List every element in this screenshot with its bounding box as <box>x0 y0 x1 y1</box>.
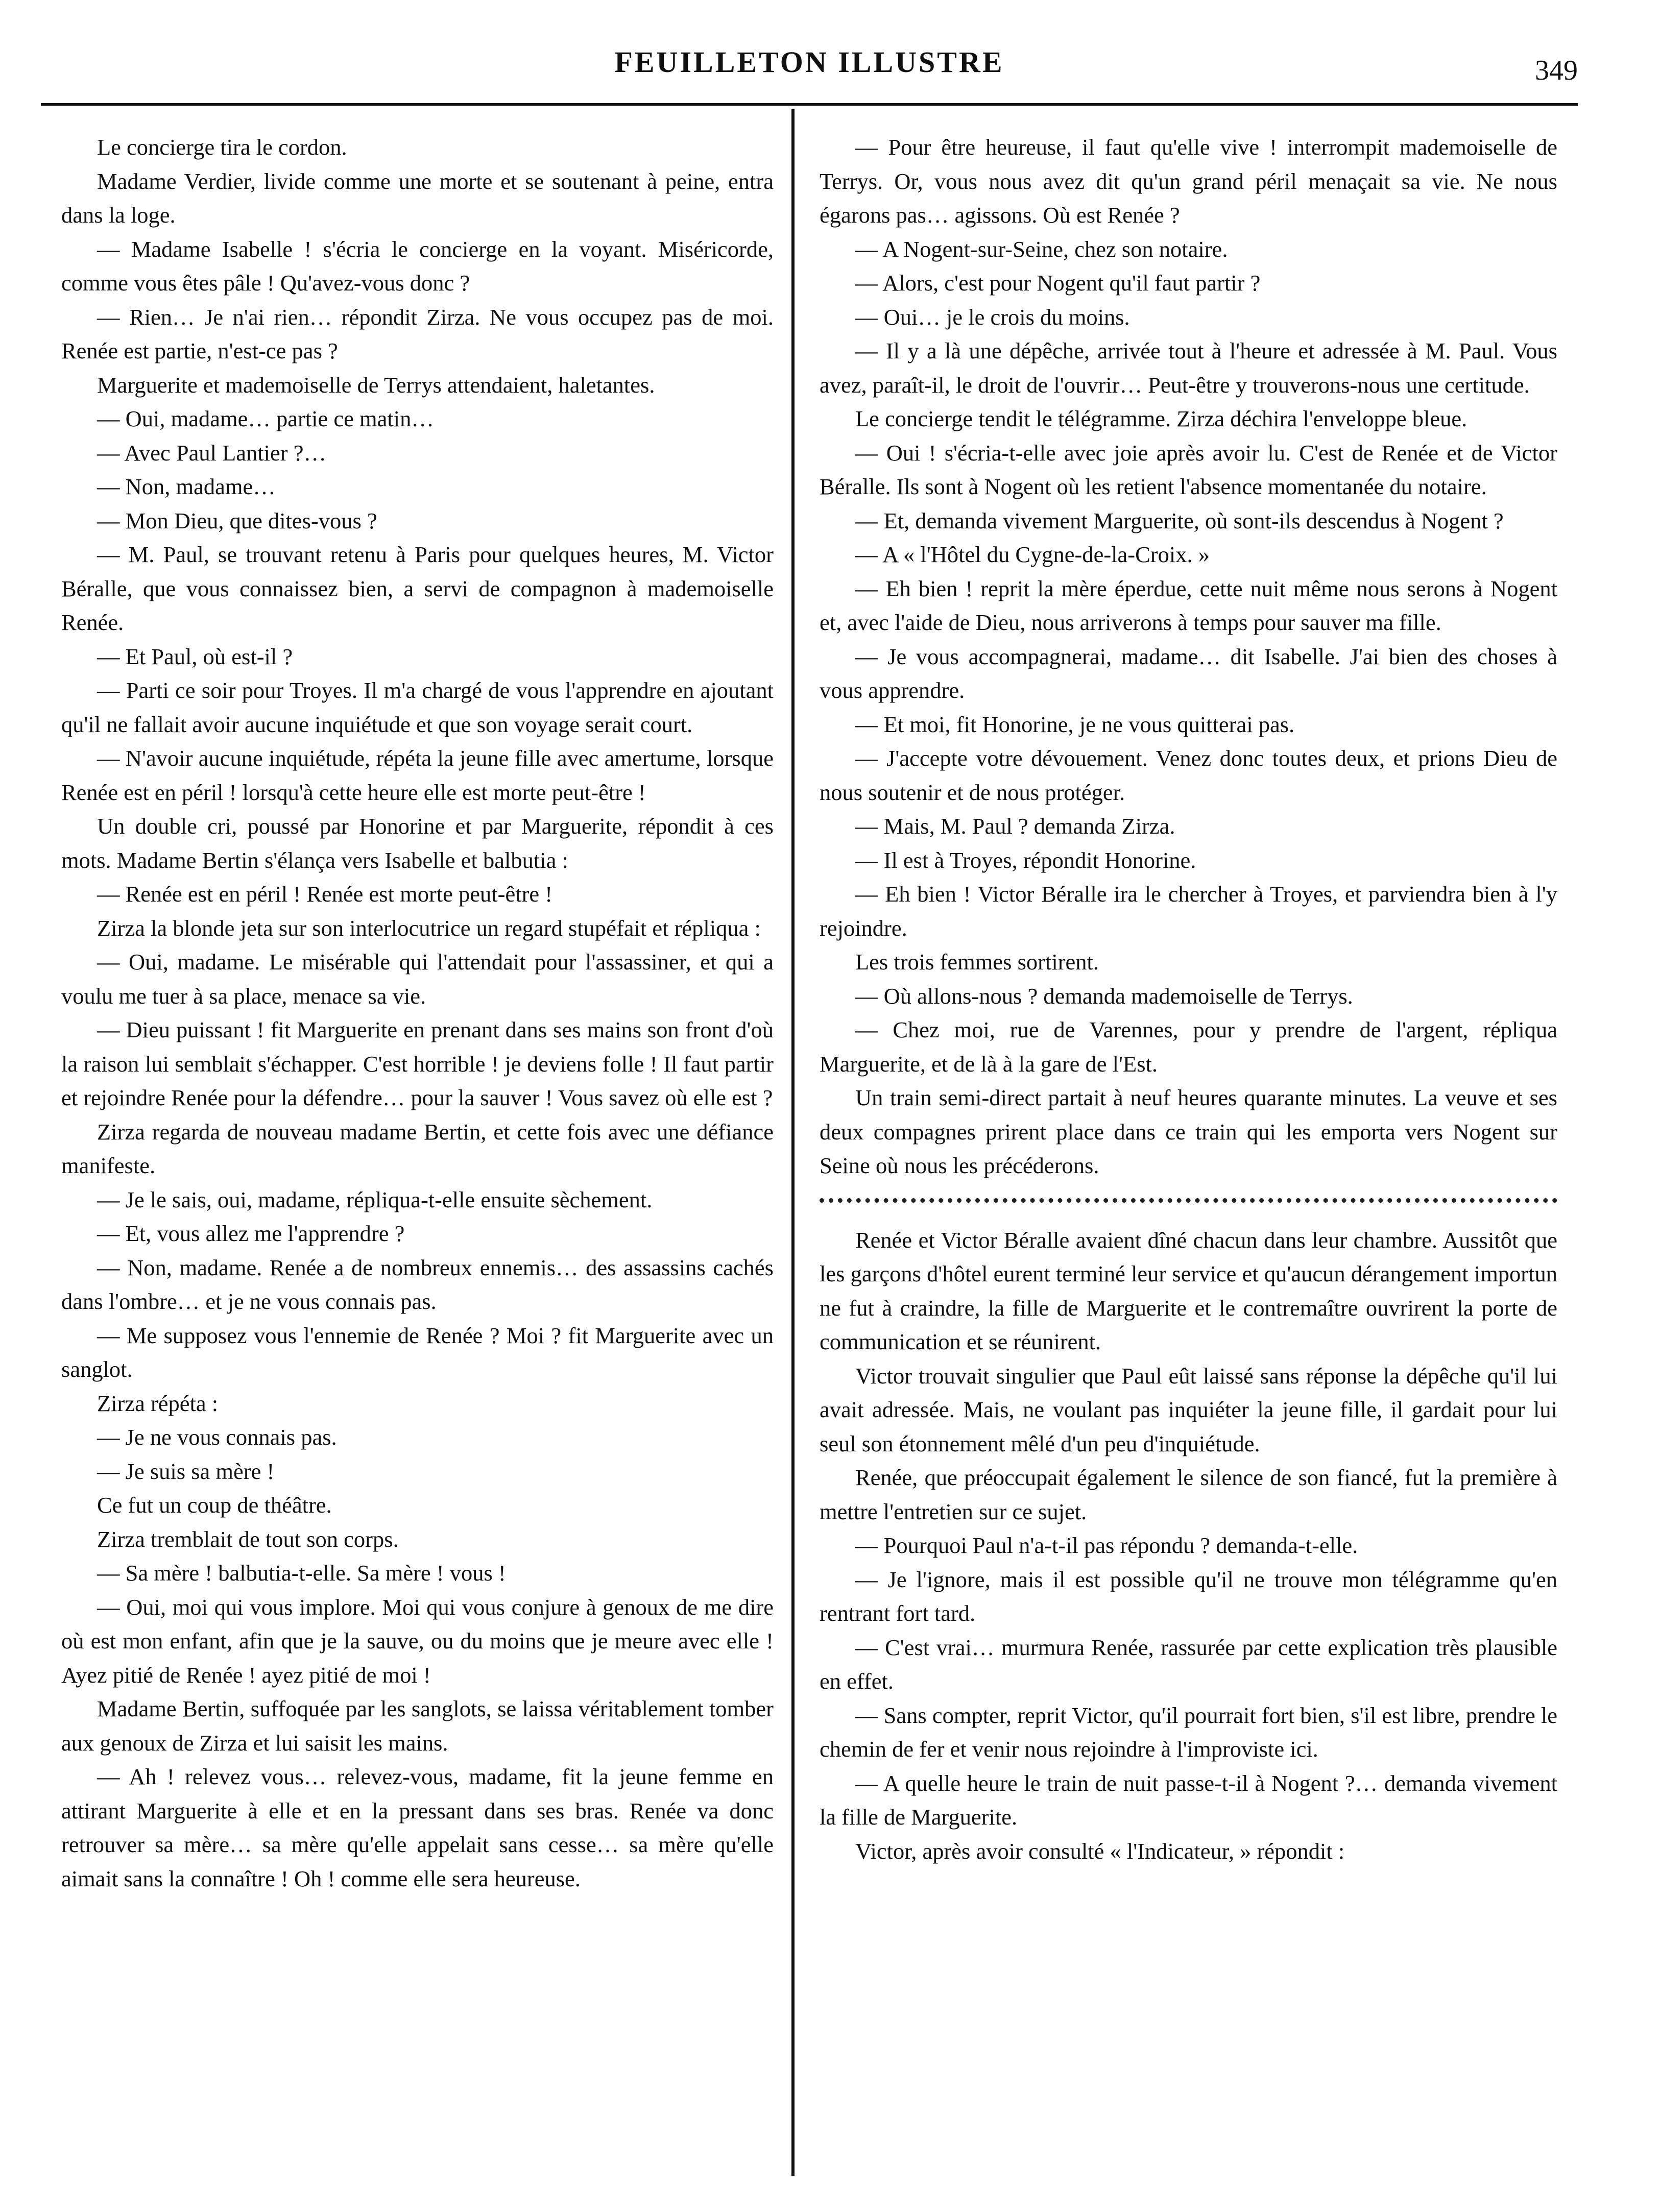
paragraph: — Et Paul, où est-il ? <box>97 643 293 669</box>
paragraph: — A quelle heure le train de nuit passe-t-il à Nogent ?… demanda vivement la fille de Marguerite. <box>820 1770 1557 1830</box>
paragraph: — A Nogent-sur-Seine, chez son notaire. <box>855 236 1228 262</box>
paragraph: — Mais, M. Paul ? demanda Zirza. <box>855 813 1175 839</box>
paragraph: — Parti ce soir pour Troyes. Il m'a chargé de vous l'apprendre en ajoutant qu'il ne fallait avoir aucune inquiétude et que son voyage serait court. <box>61 677 774 737</box>
paragraph: — Je vous accompagnerai, madame… dit Isabelle. J'ai bien des choses à vous apprendre. <box>820 643 1557 703</box>
paragraph: — Ah ! relevez vous… relevez-vous, madame, fit la jeune femme en attirant Marguerite à elle et en la pressant dans ses bras. Renée va donc retrouver sa mère… sa mère qu'elle appelait sans cesse… sa mère qu'elle aimait sans la connaître ! Oh ! comme elle sera heureuse. <box>61 1764 774 1891</box>
paragraph: Zirza la blonde jeta sur son interlocutrice un regard stupéfait et répliqua : <box>97 915 761 941</box>
paragraph: Renée et Victor Béralle avaient dîné chacun dans leur chambre. Aussitôt que les garçons d'hôtel eurent terminé leur service et qu'aucun dérangement importun ne fut à craindre, la fille de Marguerite et le contremaître ouvrirent la porte de communication et se réunirent. <box>820 1227 1557 1354</box>
paragraph: — Dieu puissant ! fit Marguerite en prenant dans ses mains son front d'où la raison lui semblait s'échapper. C'est horrible ! je deviens folle ! Il faut partir et rejoindre Renée pour la défendre… pour la sauver ! Vous savez où elle est ? <box>61 1017 774 1110</box>
paragraph: Zirza tremblait de tout son corps. <box>97 1526 399 1552</box>
paragraph: Zirza regarda de nouveau madame Bertin, et cette fois avec une défiance manifeste. <box>61 1119 774 1178</box>
paragraph: — Où allons-nous ? demanda mademoiselle de Terrys. <box>855 983 1353 1009</box>
page-number: 349 <box>1535 55 1578 86</box>
paragraph: — M. Paul, se trouvant retenu à Paris pour quelques heures, M. Victor Béralle, que vous connaissez bien, a servi de compagnon à mademoiselle Renée. <box>61 542 774 635</box>
paragraph: Madame Verdier, livide comme une morte et se soutenant à peine, entra dans la loge. <box>61 168 774 228</box>
paragraph: — Oui, madame. Le misérable qui l'attendait pour l'assassiner, et qui a voulu me tuer à sa place, menace sa vie. <box>61 949 774 1009</box>
paragraph: Les trois femmes sortirent. <box>855 949 1099 975</box>
paragraph: — Et, demanda vivement Marguerite, où sont-ils descendus à Nogent ? <box>855 507 1504 533</box>
paragraph: — Je ne vous connais pas. <box>97 1424 337 1450</box>
running-title: FEUILLETON ILLUSTRE <box>614 45 1004 79</box>
paragraph: — Chez moi, rue de Varennes, pour y prendre de l'argent, répliqua Marguerite, et de là à la gare de l'Est. <box>820 1017 1557 1077</box>
paragraph: — Je l'ignore, mais il est possible qu'il ne trouve mon télégramme qu'en rentrant fort tard. <box>820 1566 1557 1626</box>
paragraph: — Il y a là une dépêche, arrivée tout à l'heure et adressée à M. Paul. Vous avez, paraît-il, le droit de l'ouvrir… Peut-être y trouverons-nous une certitude. <box>820 338 1557 398</box>
paragraph: — Rien… Je n'ai rien… répondit Zirza. Ne vous occupez pas de moi. Renée est partie, n'est-ce pas ? <box>61 304 774 363</box>
paragraph: — Mon Dieu, que dites-vous ? <box>97 507 377 533</box>
paragraph: Victor, après avoir consulté « l'Indicateur, » répondit : <box>855 1838 1345 1864</box>
paragraph: — Non, madame. Renée a de nombreux ennemis… des assassins cachés dans l'ombre… et je ne vous connais pas. <box>61 1254 774 1314</box>
left-column <box>61 130 774 1895</box>
paragraph: Le concierge tendit le télégramme. Zirza déchira l'enveloppe bleue. <box>855 406 1467 431</box>
paragraph: — Oui… je le crois du moins. <box>855 304 1130 330</box>
right-column-second-scene <box>820 1223 1557 1868</box>
paragraph: — A « l'Hôtel du Cygne-de-la-Croix. » <box>855 542 1210 567</box>
paragraph: — Madame Isabelle ! s'écria le concierge en la voyant. Miséricorde, comme vous êtes pâle ! Qu'avez-vous donc ? <box>61 236 774 296</box>
paragraph: — Non, madame… <box>97 474 276 499</box>
paragraph: — Il est à Troyes, répondit Honorine. <box>855 847 1196 873</box>
paragraph: Un double cri, poussé par Honorine et par Marguerite, répondit à ces mots. Madame Bertin s'élança vers Isabelle et balbutia : <box>61 813 774 873</box>
paragraph: — N'avoir aucune inquiétude, répéta la jeune fille avec amertume, lorsque Renée est en péril ! lorsqu'à cette heure elle est morte peut-être ! <box>61 745 774 805</box>
paragraph: — Eh bien ! reprit la mère éperdue, cette nuit même nous serons à Nogent et, avec l'aide de Dieu, nous arriverons à temps pour sauver ma fille. <box>820 575 1557 635</box>
header-rule <box>41 103 1578 106</box>
paragraph: — Eh bien ! Victor Béralle ira le chercher à Troyes, et parviendra bien à l'y rejoindre. <box>820 881 1557 941</box>
paragraph: — Avec Paul Lantier ?… <box>97 440 326 466</box>
paragraph: Madame Bertin, suffoquée par les sanglots, se laissa véritablement tomber aux genoux de Zirza et lui saisit les mains. <box>61 1696 774 1756</box>
paragraph: — Oui, moi qui vous implore. Moi qui vous conjure à genoux de me dire où est mon enfant, afin que je la sauve, ou du moins que je meure avec elle ! Ayez pitié de Renée ! ayez pitié de moi ! <box>61 1594 774 1688</box>
paragraph: — Et moi, fit Honorine, je ne vous quitterai pas. <box>855 711 1295 737</box>
paragraph: Ce fut un coup de théâtre. <box>97 1492 332 1518</box>
paragraph: Le concierge tira le cordon. <box>97 134 347 160</box>
paragraph: — Me supposez vous l'ennemie de Renée ? Moi ? fit Marguerite avec un sanglot. <box>61 1322 774 1382</box>
paragraph: — Sa mère ! balbutia-t-elle. Sa mère ! vous ! <box>97 1560 506 1586</box>
scene-separator <box>820 1198 1557 1203</box>
paragraph: — J'accepte votre dévouement. Venez donc toutes deux, et prions Dieu de nous soutenir et de nous protéger. <box>820 745 1557 805</box>
paragraph: — Je suis sa mère ! <box>97 1458 275 1484</box>
paragraph: — Oui ! s'écria-t-elle avec joie après avoir lu. C'est de Renée et de Victor Béralle. Ils sont à Nogent où les retient l'absence momentanée du notaire. <box>820 440 1557 499</box>
paragraph: — Renée est en péril ! Renée est morte peut-être ! <box>97 881 553 907</box>
right-column-first-scene <box>820 130 1557 1183</box>
paragraph: Marguerite et mademoiselle de Terrys attendaient, haletantes. <box>97 372 655 398</box>
paragraph: — Pour être heureuse, il faut qu'elle vive ! interrompit mademoiselle de Terrys. Or, vous nous avez dit qu'un grand péril menaçait sa vie. Ne nous égarons pas… agissons. Où est Renée ? <box>820 134 1557 228</box>
paragraph: Un train semi-direct partait à neuf heures quarante minutes. La veuve et ses deux compagnes prirent place dans ce train qui les emporta vers Nogent sur Seine où nous les précéderons. <box>820 1085 1557 1178</box>
paragraph: Renée, que préoccupait également le silence de son fiancé, fut la première à mettre l'entretien sur ce sujet. <box>820 1465 1557 1524</box>
column-divider <box>791 109 795 2176</box>
paragraph: — C'est vrai… murmura Renée, rassurée par cette explication très plausible en effet. <box>820 1634 1557 1694</box>
page-header <box>41 45 1578 91</box>
paragraph: — Et, vous allez me l'apprendre ? <box>97 1221 405 1246</box>
paragraph: — Alors, c'est pour Nogent qu'il faut partir ? <box>855 270 1261 296</box>
paragraph: Victor trouvait singulier que Paul eût laissé sans réponse la dépêche qu'il lui avait adressée. Mais, ne voulant pas inquiéter la jeune fille, il gardait pour lui seul son étonnement mêlé d'un peu d'inquiétude. <box>820 1363 1557 1456</box>
right-column <box>820 130 1557 1868</box>
paragraph: — Je le sais, oui, madame, répliqua-t-elle ensuite sèchement. <box>97 1186 653 1212</box>
paragraph: — Oui, madame… partie ce matin… <box>97 406 434 431</box>
paragraph: Zirza répéta : <box>97 1390 219 1416</box>
paragraph: — Sans compter, reprit Victor, qu'il pourrait fort bien, s'il est libre, prendre le chemin de fer et venir nous rejoindre à l'improviste ici. <box>820 1702 1557 1762</box>
paragraph: — Pourquoi Paul n'a-t-il pas répondu ? demanda-t-elle. <box>855 1533 1358 1558</box>
